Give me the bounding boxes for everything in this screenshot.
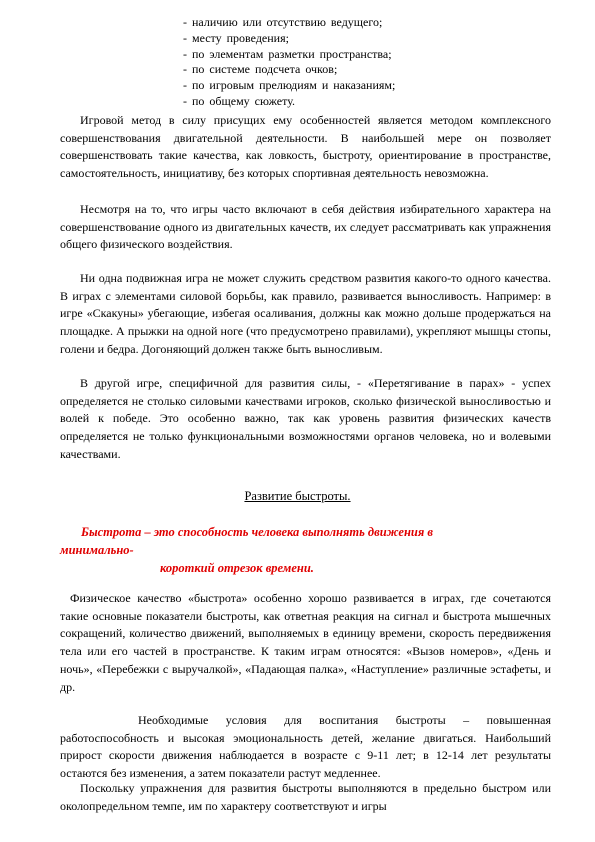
paragraph-general-effect: Несмотря на то, что игры часто включают в себя действия избирательного характера на совершенствование одного из двигательных качеств, их следует рассматривать как упражнения общего физического воздействия. <box>60 202 551 252</box>
paragraph-exercises: Поскольку упражнения для развития быстроты выполняются в предельно быстром или околопредельном темпе, им по характеру соответствуют и игры <box>60 781 551 813</box>
paragraph-conditions: Необходимые условия для воспитания быстроты – повышенная работоспособность и высокая эмоциональность детей, желание двигаться. Наибольший прирост скорости движения наблюдается в возрасте с 9-11 лет; в 12-14 лет результаты остаются без изменения, а затем показатели растут медленнее. <box>60 713 551 781</box>
paragraph-game-method: Игровой метод в силу присущих ему особенностей является методом комплексного совершенствования двигательной деятельности. В наибольшей мере он позволяет совершенствовать такие качества, как ловкость, быстроту, ориентирование в пространстве, самостоятельность, инициативу, без которых спортивная деятельность невозможна. <box>60 113 551 181</box>
list-item: - наличию или отсутствию ведущего; <box>183 15 383 29</box>
definition-line-3: короткий отрезок времени. <box>160 561 314 575</box>
list-item: - по системе подсчета очков; <box>183 62 338 77</box>
list-item: - по элементам разметки пространства; <box>183 46 392 61</box>
paragraph-endurance: Ни одна подвижная игра не может служить средством развития какого-то одного качества. В играх с элементами силовой борьбы, как правило, развивается выносливость. Например: в игре «Скакуны» убегающие, избегая осаливания, должны как можно дольше продержаться на площадке. А прыжки на одной ноге (что предусмотрено правилами), укрепляют мышцы стопы, голени и бедра. Догоняющий должен также быть выносливым. <box>60 271 551 356</box>
paragraph-strength: В другой игре, специфичной для развития силы, - «Перетягивание в парах» - успех определяется не столько силовыми качествами игроков, сколько физической выносливостью и волей к победе. Это особенно важно, так как уровень развития физических качеств определяется не только функциональными возможностями органов человека, но и волевыми качествами. <box>60 376 551 461</box>
list-item: - по общему сюжету. <box>183 93 296 108</box>
list-item: - месту проведения; <box>183 30 289 45</box>
section-heading: Развитие быстроты. <box>244 489 351 503</box>
definition-line-2: минимально- <box>60 543 134 557</box>
classification-list <box>183 15 395 110</box>
paragraph-speed-games: Физическое качество «быстрота» особенно хорошо развивается в играх, где сочетаются такие основные показатели быстроты, как ответная реакция на сигнал и быстрота мышечных сокращений, количество движений, выполняемых в единицу времени, скорость передвижения тела или его частей в пространстве. К таким играм относятся: «Вызов номеров», «День и ночь», «Перебежки с выручалкой», «Падающая палка», «Наступление» различные эстафеты, и др. <box>60 591 551 694</box>
list-item: - по игровым прелюдиям и наказаниям; <box>183 78 396 93</box>
definition-line-1: Быстрота – это способность человека выполнять движения в <box>81 525 433 539</box>
